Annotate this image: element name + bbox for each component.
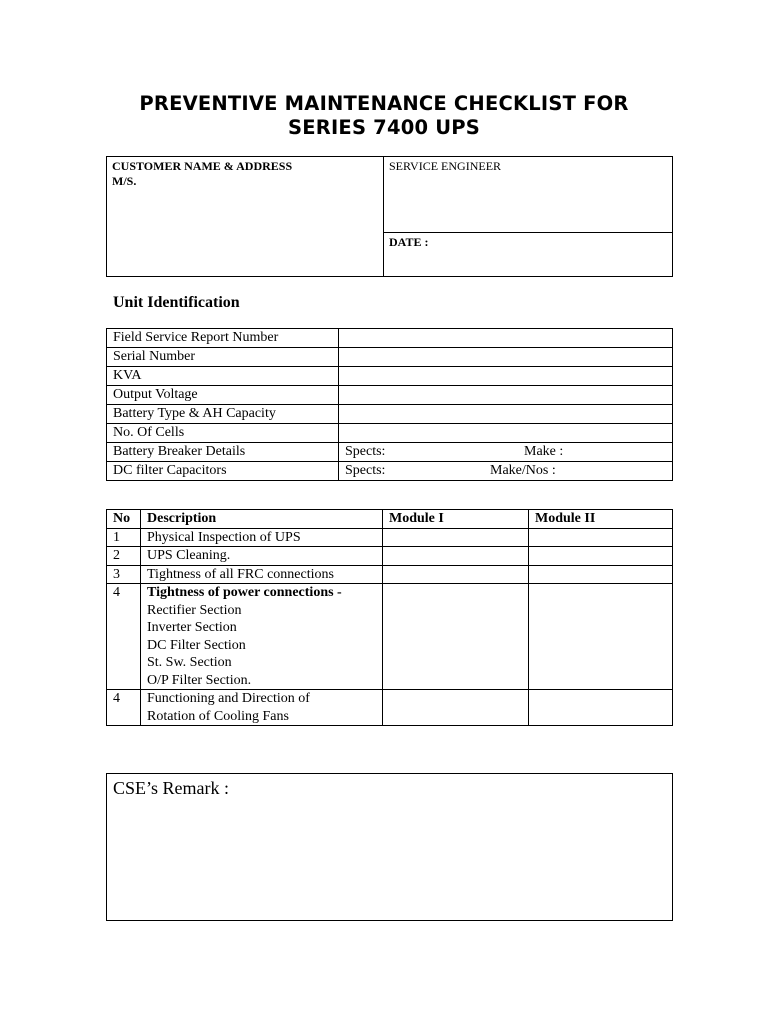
capacitor-make-label: Make/Nos :: [490, 463, 556, 478]
service-engineer-cell[interactable]: [384, 157, 673, 233]
customer-cell[interactable]: [107, 157, 384, 277]
row-label: Field Service Report Number: [107, 329, 339, 348]
table-row: [107, 329, 673, 348]
row-label: Output Voltage: [107, 386, 339, 405]
row-label: KVA: [107, 367, 339, 386]
value-field[interactable]: [339, 348, 673, 367]
table-row: [107, 367, 673, 386]
date-label: DATE :: [389, 235, 429, 249]
row-no: 2: [107, 547, 141, 566]
unit-identification-heading: Unit Identification: [113, 294, 240, 311]
sub-item: St. Sw. Section: [147, 655, 232, 670]
date-cell[interactable]: [384, 233, 673, 277]
value-field[interactable]: [339, 405, 673, 424]
row-label: Serial Number: [107, 348, 339, 367]
description-line: Rotation of Cooling Fans: [147, 708, 289, 724]
capacitor-details-field[interactable]: [339, 462, 673, 481]
row-description: [141, 690, 383, 726]
module-1-field[interactable]: [383, 584, 529, 690]
customer-table: [106, 156, 673, 277]
table-row: [107, 348, 673, 367]
header-module-1: Module I: [383, 510, 529, 529]
value-field[interactable]: [339, 367, 673, 386]
module-2-field[interactable]: [529, 690, 673, 726]
module-1-field[interactable]: [383, 547, 529, 566]
row-no: 4: [107, 584, 141, 690]
customer-name-label: CUSTOMER NAME & ADDRESS: [112, 159, 293, 173]
service-engineer-label: SERVICE ENGINEER: [389, 159, 502, 173]
row-label: Battery Type & AH Capacity: [107, 405, 339, 424]
header-description: Description: [141, 510, 383, 529]
row-description: UPS Cleaning.: [141, 547, 383, 566]
header-module-2: Module II: [529, 510, 673, 529]
module-1-field[interactable]: [383, 565, 529, 584]
module-2-field[interactable]: [529, 565, 673, 584]
sub-item: O/P Filter Section.: [147, 672, 252, 688]
row-description: [141, 584, 383, 690]
remark-label: CSE’s Remark :: [113, 778, 229, 798]
row-description: Tightness of all FRC connections: [141, 565, 383, 584]
title-line-1: PREVENTIVE MAINTENANCE CHECKLIST FOR: [139, 92, 629, 115]
table-row: [107, 584, 673, 690]
document-title: [0, 92, 768, 140]
breaker-spects-label: Spects:: [345, 444, 386, 459]
table-row: [107, 405, 673, 424]
remark-box[interactable]: [106, 773, 673, 921]
table-row: [107, 547, 673, 566]
header-no: No: [107, 510, 141, 529]
row-label: DC filter Capacitors: [107, 462, 339, 481]
module-2-field[interactable]: [529, 528, 673, 547]
description-line: Functioning and Direction of: [147, 691, 310, 706]
row-label: No. Of Cells: [107, 424, 339, 443]
title-line-2: SERIES 7400 UPS: [287, 116, 481, 139]
row-no: 3: [107, 565, 141, 584]
ms-label: M/S.: [112, 174, 137, 188]
row-no: 4: [107, 690, 141, 726]
sub-item: Rectifier Section: [147, 602, 242, 618]
breaker-make-label: Make :: [524, 444, 564, 459]
header-row: [107, 510, 673, 529]
table-row: [107, 462, 673, 481]
unit-identification-table: [106, 328, 673, 481]
table-row: [107, 528, 673, 547]
table-row: [107, 565, 673, 584]
row-label: Battery Breaker Details: [107, 443, 339, 462]
table-row: [107, 690, 673, 726]
table-row: [107, 424, 673, 443]
module-2-field[interactable]: [529, 584, 673, 690]
checklist-table: [106, 509, 673, 726]
table-row: [107, 386, 673, 405]
sub-item: Inverter Section: [147, 620, 237, 635]
power-connections-heading: Tightness of power connections -: [147, 585, 342, 600]
breaker-details-field[interactable]: [339, 443, 673, 462]
row-no: 1: [107, 528, 141, 547]
row-description: Physical Inspection of UPS: [141, 528, 383, 547]
sub-item: DC Filter Section: [147, 637, 246, 653]
module-1-field[interactable]: [383, 528, 529, 547]
value-field[interactable]: [339, 329, 673, 348]
capacitor-spects-label: Spects:: [345, 463, 386, 478]
table-row: [107, 443, 673, 462]
module-2-field[interactable]: [529, 547, 673, 566]
value-field[interactable]: [339, 386, 673, 405]
module-1-field[interactable]: [383, 690, 529, 726]
value-field[interactable]: [339, 424, 673, 443]
